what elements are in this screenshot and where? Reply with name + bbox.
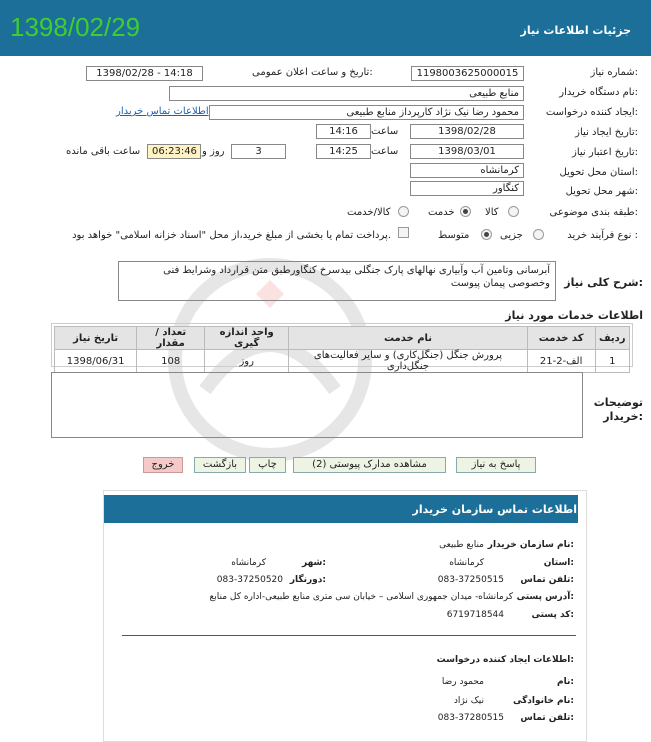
category-both-label: کالا/خدمت bbox=[347, 207, 391, 218]
buyer-contact-link[interactable]: اطلاعات تماس خریدار bbox=[116, 106, 209, 117]
days-label: روز و bbox=[202, 146, 225, 157]
category-goods-radio[interactable] bbox=[508, 206, 519, 217]
fax-value: 083-37250520 bbox=[216, 575, 283, 585]
attachments-button[interactable]: مشاهده مدارک پیوستی (2) bbox=[293, 457, 446, 473]
summary-field[interactable]: آبرسانی وتامین آب وآبیاری نهالهای پارک جنگلی بیدسرخ کنگاورطبق متن قرارداد وشرایط فنی وخصوصی پیمان پیوست bbox=[118, 261, 556, 301]
creator-field[interactable]: محمود رضا نیک نژاد کارپرداز منابع طبیعی bbox=[209, 105, 524, 120]
cell-row: 1 bbox=[595, 350, 629, 373]
creator-label: ایجاد کننده درخواست: bbox=[545, 107, 638, 118]
first-name-value: محمود رضا bbox=[441, 677, 484, 687]
need-number-field[interactable]: 1198003625000015 bbox=[411, 66, 524, 81]
col-unit: واحد اندازه گیری bbox=[205, 327, 289, 350]
treasury-checkbox[interactable] bbox=[398, 227, 409, 238]
city-field[interactable]: کنگاور bbox=[410, 181, 524, 196]
org-name-value: منابع طبیعی bbox=[439, 540, 484, 550]
province-label-2: استان: bbox=[543, 558, 574, 568]
process-medium-radio[interactable] bbox=[481, 229, 492, 240]
remaining-label: ساعت باقی مانده bbox=[66, 146, 141, 157]
validity-label: تاریخ اعتبار نیاز: bbox=[572, 147, 638, 158]
cell-date: 1398/06/31 bbox=[55, 350, 137, 373]
category-goods-label: کالا bbox=[485, 207, 499, 218]
card-divider bbox=[122, 635, 576, 636]
col-name: نام خدمت bbox=[289, 327, 527, 350]
services-table bbox=[54, 326, 630, 373]
fax-label: دورنگار: bbox=[289, 575, 326, 585]
buyer-org-field[interactable]: منابع طبیعی bbox=[169, 86, 524, 101]
province-value-2: کرمانشاه bbox=[449, 558, 484, 568]
phone-label: تلفن تماس: bbox=[520, 575, 574, 585]
validity-time-label: ساعت bbox=[371, 146, 399, 157]
process-medium-label: متوسط bbox=[438, 230, 470, 241]
category-both-radio[interactable] bbox=[398, 206, 409, 217]
creator-section-label: اطلاعات ایجاد کننده درخواست: bbox=[436, 655, 574, 665]
last-name-value: نیک نژاد bbox=[453, 696, 484, 706]
first-name-label: نام: bbox=[557, 677, 574, 687]
exit-button[interactable]: خروج bbox=[143, 457, 183, 473]
date-stamp: 1398/02/29 bbox=[10, 12, 141, 42]
creator-phone-label: تلفن تماس: bbox=[520, 713, 574, 723]
print-button[interactable]: چاپ bbox=[249, 457, 286, 473]
col-code: کد خدمت bbox=[527, 327, 595, 350]
created-time-field[interactable]: 14:16 bbox=[316, 124, 371, 139]
cell-code: الف-2-21 bbox=[527, 350, 595, 373]
validity-time-field[interactable]: 14:25 bbox=[316, 144, 371, 159]
announce-label: تاریخ و ساعت اعلان عمومی: bbox=[252, 67, 373, 78]
col-row: ردیف bbox=[595, 327, 629, 350]
city-label-2: شهر: bbox=[302, 558, 326, 568]
need-number-label: شماره نیاز: bbox=[590, 67, 638, 78]
col-qty: تعداد / مقدار bbox=[137, 327, 205, 350]
category-service-radio[interactable] bbox=[460, 206, 471, 217]
process-label: نوع فرآیند خرید : bbox=[567, 230, 638, 241]
phone-value: 083-37250515 bbox=[437, 575, 504, 585]
address-value: کرمانشاه- میدان جمهوری اسلامی – خیابان سی متری منابع طبیعی-اداره کل منابع bbox=[209, 592, 513, 602]
cell-qty: 108 bbox=[137, 350, 205, 373]
days-field[interactable]: 3 bbox=[231, 144, 286, 159]
summary-label: شرح کلی نیاز: bbox=[564, 276, 643, 289]
category-service-label: خدمت bbox=[428, 207, 455, 218]
contact-card-title: اطلاعات تماس سازمان خریدار bbox=[412, 503, 577, 516]
org-name-label: نام سازمان خریدار: bbox=[487, 540, 574, 550]
page-title: جزئیات اطلاعات نیاز bbox=[520, 24, 631, 37]
province-field[interactable]: کرمانشاه bbox=[410, 163, 524, 178]
cell-unit: روز bbox=[205, 350, 289, 373]
cell-name: پرورش جنگل (جنگل‌کاری) و سایر فعالیت‌های جنگل‌داری bbox=[289, 350, 527, 373]
validity-date-field[interactable]: 1398/03/01 bbox=[410, 144, 524, 159]
process-minor-label: جزیی bbox=[500, 230, 523, 241]
announce-field[interactable]: 1398/02/28 - 14:18 bbox=[86, 66, 203, 81]
created-date-label: تاریخ ایجاد نیاز: bbox=[575, 127, 638, 138]
creator-phone-value: 083-37280515 bbox=[437, 713, 504, 723]
category-label: طبقه بندی موضوعی: bbox=[549, 207, 638, 218]
postal-value: 6719718544 bbox=[446, 610, 504, 620]
city-label: شهر محل تحویل: bbox=[565, 186, 638, 197]
col-date: تاریخ نیاز bbox=[55, 327, 137, 350]
created-time-label: ساعت bbox=[371, 126, 399, 137]
buyer-notes-label: توضیحات خریدار: bbox=[593, 396, 643, 423]
buyer-org-label: نام دستگاه خریدار: bbox=[559, 87, 638, 98]
last-name-label: نام خانوادگی: bbox=[512, 696, 574, 706]
postal-label: کد پستی: bbox=[531, 610, 574, 620]
back-button[interactable]: بازگشت bbox=[194, 457, 246, 473]
province-label: استان محل تحویل: bbox=[559, 167, 638, 178]
process-minor-radio[interactable] bbox=[533, 229, 544, 240]
remaining-time-field[interactable]: 06:23:46 bbox=[147, 144, 201, 159]
services-title: اطلاعات خدمات مورد نیاز bbox=[505, 309, 643, 322]
payment-note: پرداخت تمام یا بخشی از مبلغ خرید،از محل "اسناد خزانه اسلامی" خواهد بود. bbox=[72, 230, 391, 241]
table-row[interactable] bbox=[55, 350, 630, 373]
reply-button[interactable]: پاسخ به نیاز bbox=[456, 457, 536, 473]
created-date-field[interactable]: 1398/02/28 bbox=[410, 124, 524, 139]
address-label: آدرس پستی: bbox=[516, 592, 574, 602]
city-value-2: کرمانشاه bbox=[231, 558, 266, 568]
buyer-notes-field[interactable] bbox=[51, 372, 583, 438]
